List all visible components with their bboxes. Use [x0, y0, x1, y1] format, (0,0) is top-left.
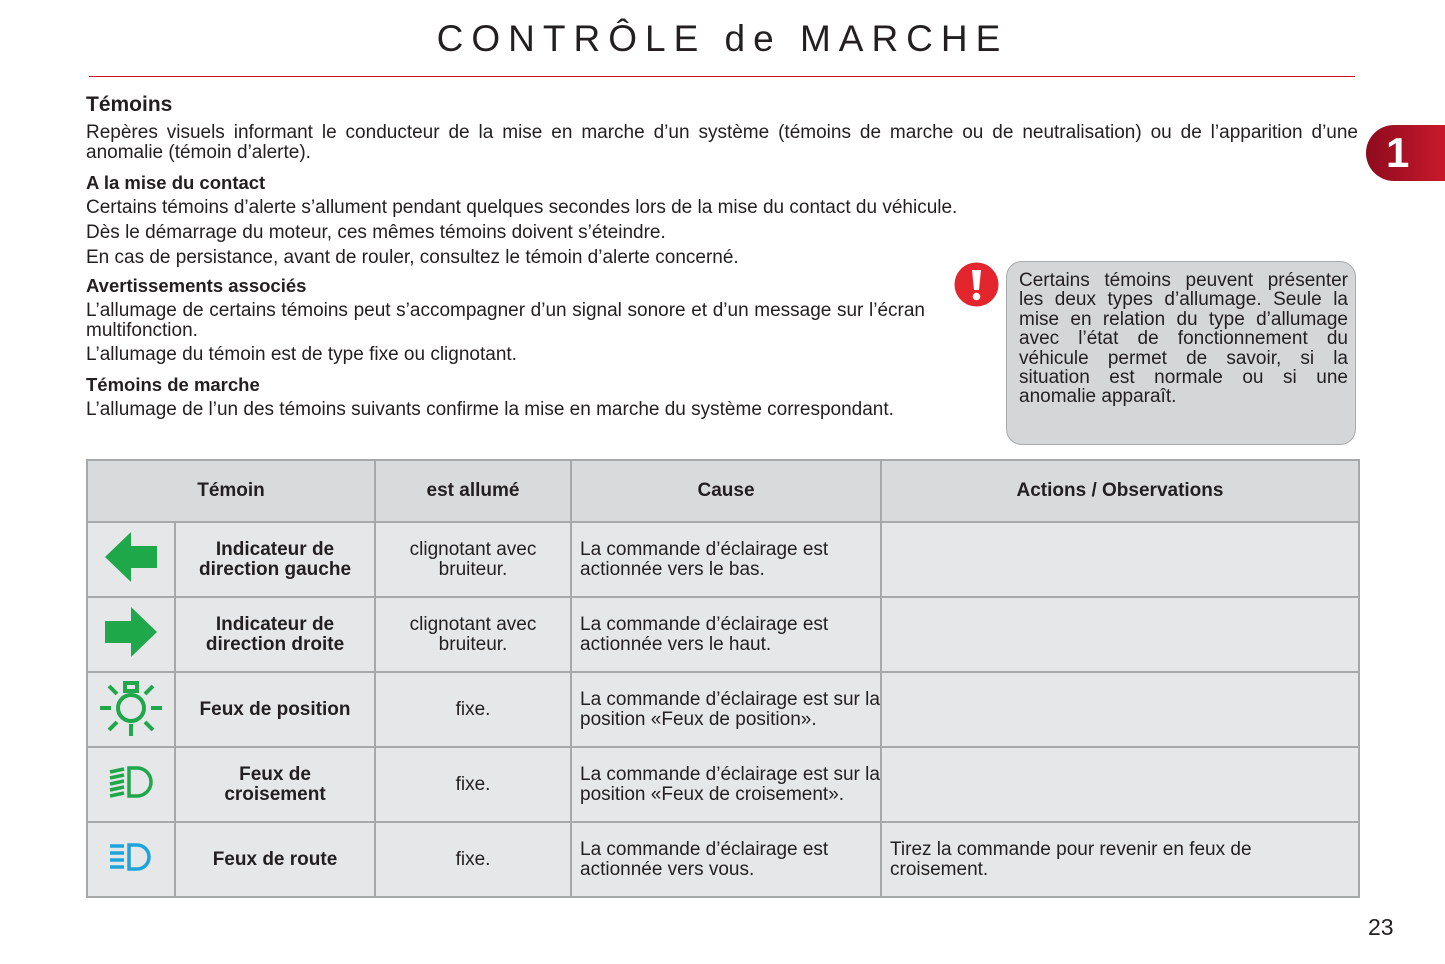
main-beam-icon	[87, 822, 175, 897]
table-row	[87, 747, 1359, 822]
subheading-avertissements: Avertissements associés	[86, 275, 307, 296]
info-note: Certains témoins peuvent présenter les deux types d’allumage. Seule la mise en relation du type d’allumage avec l’état de fonctionnement du véhicule permet de savoir, si la situation est normale ou si une anomalie apparaît.	[1006, 261, 1356, 445]
indicator-name: Feux de position	[175, 672, 375, 747]
contact-paragraph-1: Certains témoins d’alerte s’allument pendant quelques secondes lors de la mise du contact du véhicule.	[86, 197, 958, 218]
page-number: 23	[1368, 914, 1394, 940]
header-actions: Actions / Observations	[881, 460, 1359, 522]
table-row	[87, 597, 1359, 672]
arrow-left-icon	[87, 522, 175, 597]
subheading-contact: A la mise du contact	[86, 172, 266, 193]
indicator-action	[881, 597, 1359, 672]
indicator-state: clignotant avec bruiteur.	[375, 522, 571, 597]
subheading-marche: Témoins de marche	[86, 374, 260, 395]
indicator-action	[881, 672, 1359, 747]
avert-paragraph-2: L’allumage du témoin est de type fixe ou clignotant.	[86, 344, 517, 365]
section-heading-temoins: Témoins	[86, 93, 173, 116]
indicator-name: Indicateur de direction gauche	[175, 522, 375, 597]
title-divider	[89, 76, 1355, 77]
table-row	[87, 822, 1359, 897]
contact-paragraph-3: En cas de persistance, avant de rouler, consultez le témoin d’alerte concerné.	[86, 247, 739, 268]
table-row	[87, 522, 1359, 597]
indicator-cause: La commande d’éclairage est sur la position «Feux de position».	[571, 672, 881, 747]
avert-paragraph-1: L’allumage de certains témoins peut s’accompagner d’un signal sonore et d’un message sur l’écran multifonction.	[86, 300, 925, 341]
dipped-beam-icon	[87, 747, 175, 822]
chapter-tab[interactable]: 1	[1366, 125, 1445, 181]
indicator-state: fixe.	[375, 747, 571, 822]
table-row	[87, 672, 1359, 747]
page-title: CONTRÔLE de MARCHE	[436, 18, 1009, 59]
table-header-row	[87, 460, 1359, 522]
indicator-state: fixe.	[375, 822, 571, 897]
indicator-cause: La commande d’éclairage est actionnée vers vous.	[571, 822, 881, 897]
indicator-name: Feux de route	[175, 822, 375, 897]
indicator-action: Tirez la commande pour revenir en feux de croisement.	[881, 822, 1359, 897]
header-state: est allumé	[375, 460, 571, 522]
contact-paragraph-2: Dès le démarrage du moteur, ces mêmes témoins doivent s’éteindre.	[86, 222, 666, 243]
indicator-name: Indicateur de direction droite	[175, 597, 375, 672]
indicator-action	[881, 747, 1359, 822]
arrow-right-icon	[87, 597, 175, 672]
warning-icon	[954, 262, 999, 307]
indicator-cause: La commande d’éclairage est actionnée vers le bas.	[571, 522, 881, 597]
header-temoin: Témoin	[87, 460, 375, 522]
indicator-state: fixe.	[375, 672, 571, 747]
marche-paragraph: L’allumage de l’un des témoins suivants confirme la mise en marche du système correspondant.	[86, 399, 894, 420]
temoins-intro: Repères visuels informant le conducteur de la mise en marche d’un système (témoins de marche ou de neutralisation) ou de l’apparition d’une anomalie (témoin d’alerte).	[86, 122, 1358, 163]
position-lights-icon	[87, 672, 175, 747]
indicator-cause: La commande d’éclairage est sur la position «Feux de croisement».	[571, 747, 881, 822]
indicator-table	[86, 459, 1360, 898]
header-cause: Cause	[571, 460, 881, 522]
indicator-action	[881, 522, 1359, 597]
indicator-name: Feux de croisement	[175, 747, 375, 822]
indicator-state: clignotant avec bruiteur.	[375, 597, 571, 672]
indicator-cause: La commande d’éclairage est actionnée vers le haut.	[571, 597, 881, 672]
